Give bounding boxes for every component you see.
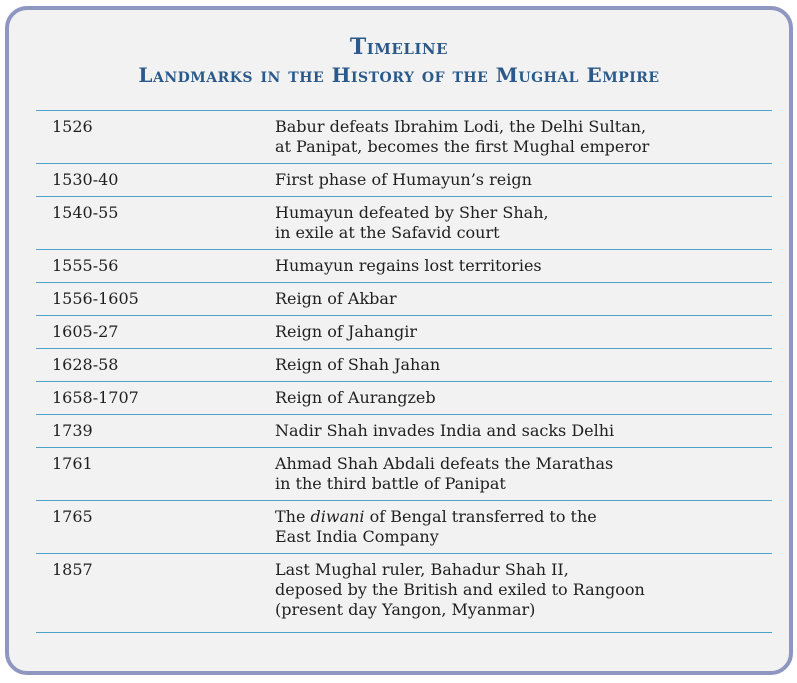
page-title: Timeline — [349, 34, 449, 60]
event-line: deposed by the British and exiled to Rangoon — [275, 580, 645, 599]
event-line: (present day Yangon, Myanmar) — [275, 600, 536, 619]
event-cell — [275, 415, 772, 448]
year-cell: 1857 — [52, 560, 93, 579]
event-line: Reign of Akbar — [275, 289, 397, 308]
year-cell: 1658-1707 — [52, 388, 139, 407]
event-line: at Panipat, becomes the first Mughal emperor — [275, 137, 650, 156]
event-line: Babur defeats Ibrahim Lodi, the Delhi Sultan, — [275, 117, 647, 136]
table-row — [36, 283, 772, 316]
table-row — [36, 164, 772, 197]
table-row — [36, 316, 772, 349]
table-row — [36, 382, 772, 415]
event-line: East India Company — [275, 527, 439, 546]
table-row — [36, 415, 772, 448]
event-text-rest: of Bengal transferred to the — [364, 507, 597, 526]
year-cell: 1526 — [52, 117, 93, 136]
table-row — [36, 250, 772, 283]
event-line: Humayun regains lost territories — [275, 256, 542, 275]
year-cell: 1761 — [52, 454, 93, 473]
table-row — [36, 197, 772, 250]
event-line — [275, 507, 764, 527]
event-line: First phase of Humayun’s reign — [275, 170, 532, 189]
event-text-italic: diwani — [310, 507, 365, 526]
event-line: Nadir Shah invades India and sacks Delhi — [275, 421, 615, 440]
event-cell — [275, 349, 772, 382]
event-cell — [275, 197, 772, 250]
event-line: in the third battle of Panipat — [275, 474, 506, 493]
table-row — [36, 554, 772, 633]
event-cell — [275, 250, 772, 283]
event-line: in exile at the Safavid court — [275, 223, 500, 242]
event-line: Reign of Aurangzeb — [275, 388, 436, 407]
title-block — [9, 34, 789, 88]
year-cell: 1556-1605 — [52, 289, 139, 308]
year-cell: 1540-55 — [52, 203, 119, 222]
event-text-prefix: The — [275, 507, 311, 526]
event-line: Reign of Shah Jahan — [275, 355, 441, 374]
table-row — [36, 448, 772, 501]
year-cell: 1739 — [52, 421, 93, 440]
event-cell — [275, 501, 772, 554]
event-cell — [275, 111, 772, 164]
event-cell — [275, 554, 772, 633]
event-line: Last Mughal ruler, Bahadur Shah II, — [275, 560, 569, 579]
year-cell: 1765 — [52, 507, 93, 526]
event-line: Ahmad Shah Abdali defeats the Marathas — [275, 454, 614, 473]
timeline-table — [36, 110, 772, 633]
year-cell: 1555-56 — [52, 256, 119, 275]
event-line: Humayun defeated by Sher Shah, — [275, 203, 549, 222]
event-cell — [275, 164, 772, 197]
timeline-panel — [5, 6, 793, 675]
event-cell — [275, 283, 772, 316]
event-cell — [275, 382, 772, 415]
table-row — [36, 349, 772, 382]
event-cell — [275, 316, 772, 349]
table-row — [36, 111, 772, 164]
table-row — [36, 501, 772, 554]
event-line: Reign of Jahangir — [275, 322, 418, 341]
year-cell: 1530-40 — [52, 170, 119, 189]
page-subtitle: Landmarks in the History of the Mughal Empire — [138, 63, 660, 87]
year-cell: 1628-58 — [52, 355, 119, 374]
event-cell — [275, 448, 772, 501]
year-cell: 1605-27 — [52, 322, 119, 341]
